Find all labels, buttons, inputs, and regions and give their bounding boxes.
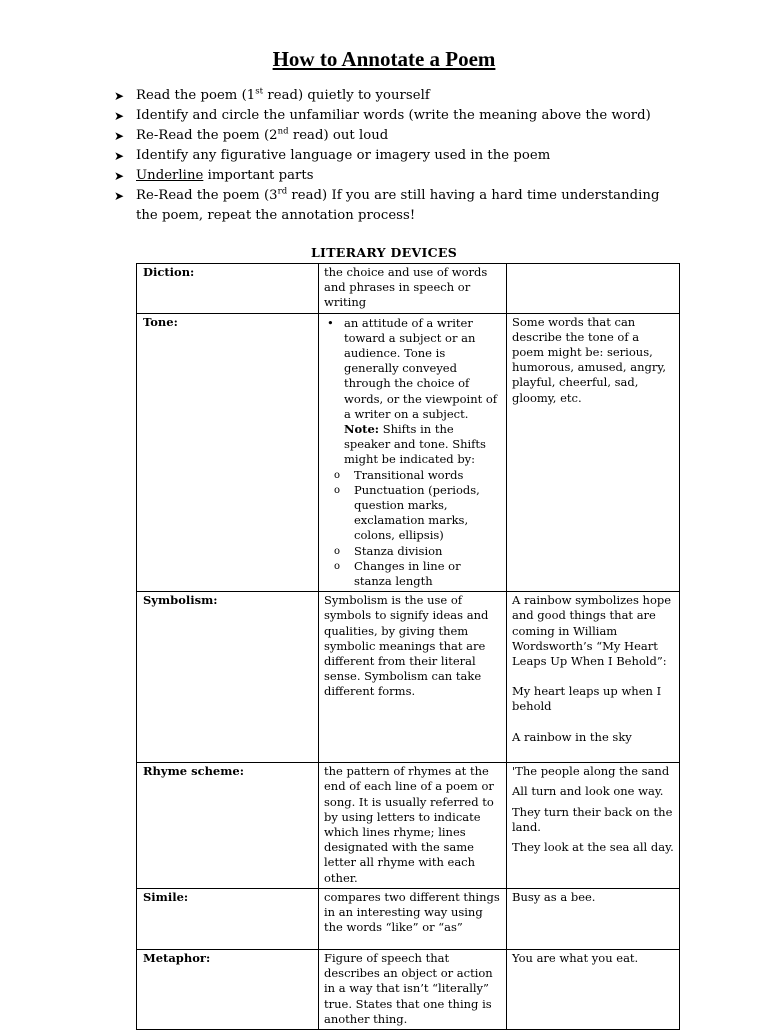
list-item: o Changes in line or stanza length [334, 558, 461, 589]
literary-devices-table [136, 263, 680, 1030]
example-cell: Busy as a bee. [507, 888, 680, 949]
literary-devices-heading: LITERARY DEVICES [310, 245, 458, 260]
tone-shift-indicators [324, 468, 501, 590]
arrow-bullet-icon: ➤ [114, 109, 125, 123]
step-item: ➤ Re-Read the poem (2nd read) out loud [114, 126, 674, 146]
table-row-symbolism [137, 592, 680, 763]
example-cell: You are what you eat. [507, 949, 680, 1029]
list-item: • an attitude of a writer toward a subject or an audience. Tone is generally conveyed through the choice of words, or the viewpoint of a writer on a subject. Note: Shifts in the speaker and tone. Shifts might be indicated by: [327, 315, 498, 467]
tone-definition-list [324, 316, 501, 468]
example-cell [507, 264, 680, 314]
circle-bullet-icon: o [334, 484, 341, 496]
circle-bullet-icon: o [334, 469, 341, 481]
definition-cell: Figure of speech that describes an object or action in a way that isn’t “literally” true. States that one thing is another thing. [319, 949, 507, 1029]
annotation-steps [114, 86, 674, 226]
bullet-icon: • [327, 315, 334, 330]
circle-bullet-icon: o [334, 560, 341, 572]
circle-bullet-icon: o [334, 545, 341, 557]
term-cell: Rhyme scheme: [137, 763, 319, 889]
step-item: ➤ Re-Read the poem (3rd read) If you are still having a hard time understanding the poem, repeat the annotation process! [114, 186, 660, 223]
example-cell: 'The people along the sand All turn and look one way. They turn their back on the land. They look at the sea all day. [507, 763, 680, 889]
definition-cell: the pattern of rhymes at the end of each line of a poem or song. It is usually referred to by using letters to indicate which lines rhyme; lines designated with the same letter all rhyme with each other. [319, 763, 507, 889]
definition-cell: the choice and use of words and phrases in speech or writing [319, 264, 507, 314]
arrow-bullet-icon: ➤ [114, 129, 125, 143]
example-cell: A rainbow symbolizes hope and good things that are coming in William Wordsworth’s “My Heart Leaps Up When I Behold”: My heart leaps up when I behold A rainbow in the sky [507, 592, 680, 763]
definition-cell: compares two different things in an interesting way using the words “like” or “as” [319, 888, 507, 949]
table-row-simile [137, 888, 680, 949]
page-title: How to Annotate a Poem [272, 47, 496, 71]
step-item: ➤ Underline important parts [114, 166, 674, 186]
term-cell: Diction: [137, 264, 319, 314]
arrow-bullet-icon: ➤ [114, 149, 125, 163]
definition-cell [319, 313, 507, 592]
arrow-bullet-icon: ➤ [114, 189, 125, 203]
table-row-diction [137, 264, 680, 314]
step-item: ➤ Identify any figurative language or imagery used in the poem [114, 146, 674, 166]
term-cell: Simile: [137, 888, 319, 949]
step-item: ➤ Read the poem (1st read) quietly to yourself [114, 86, 674, 106]
example-cell: Some words that can describe the tone of a poem might be: serious, humorous, amused, angry, playful, cheerful, sad, gloomy, etc. [507, 313, 680, 592]
definition-cell: Symbolism is the use of symbols to signify ideas and qualities, by giving them symbolic meanings that are different from their literal sense. Symbolism can take different forms. [319, 592, 507, 763]
step-item: ➤ Identify and circle the unfamiliar words (write the meaning above the word) [114, 106, 674, 126]
term-cell: Tone: [137, 313, 319, 592]
arrow-bullet-icon: ➤ [114, 89, 125, 103]
table-row-metaphor [137, 949, 680, 1029]
list-item: o Transitional words [334, 467, 464, 482]
arrow-bullet-icon: ➤ [114, 169, 125, 183]
list-item: o Punctuation (periods, question marks, exclamation marks, colons, ellipsis) [334, 482, 480, 543]
table-row-rhyme-scheme [137, 763, 680, 889]
term-cell: Symbolism: [137, 592, 319, 763]
term-cell: Metaphor: [137, 949, 319, 1029]
table-row-tone [137, 313, 680, 592]
list-item: o Stanza division [334, 543, 443, 558]
